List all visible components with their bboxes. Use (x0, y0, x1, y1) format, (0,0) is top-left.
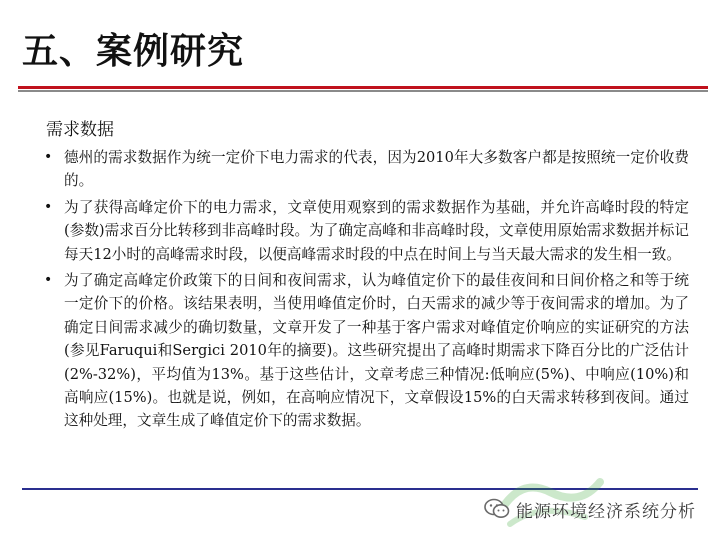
watermark (484, 494, 696, 524)
title-divider-gray (18, 90, 708, 92)
bullet-list (44, 146, 689, 436)
section-subheading: 需求数据 (46, 120, 114, 140)
bullet-item: • 为了确定高峰定价政策下的日间和夜间需求，认为峰值定价下的最佳夜间和日间价格之和等于统一定价下的价格。该结果表明，当使用峰值定价时，白天需求的减少等于夜间需求的增加。为了确定日间需求减少的确切数量，文章开发了一种基于客户需求对峰值定价响应的实证研究的方法(参见Faruqui和Sergici 2010年的摘要)。这些研究提出了高峰时期需求下降百分比的广泛估计(2%-32%)，平均值为13%。基于这些估计，文章考虑三种情况:低响应(5%)、中响应(10%)和高响应(15%)。也就是说，例如，在高响应情况下，文章假设15%的白天需求转移到夜间。通过这种处理，文章生成了峰值定价下的需求数据。 (44, 269, 689, 433)
slide-title: 五、案例研究 (22, 31, 245, 72)
wechat-icon (484, 498, 510, 520)
title-divider-red (18, 86, 708, 89)
bullet-item: • 为了获得高峰定价下的电力需求，文章使用观察到的需求数据作为基础，并允许高峰时段的特定(参数)需求百分比转移到非高峰时段。为了确定高峰和非高峰时段，文章使用原始需求数据并标记每天12小时的高峰需求时段，以便高峰需求时段的中点在时间上与当天最大需求的发生相一致。 (44, 196, 689, 266)
watermark-text: 能源环境经济系统分析 (516, 501, 696, 522)
bullet-item: • 德州的需求数据作为统一定价下电力需求的代表，因为2010年大多数客户都是按照统一定价收费的。 (44, 146, 689, 193)
